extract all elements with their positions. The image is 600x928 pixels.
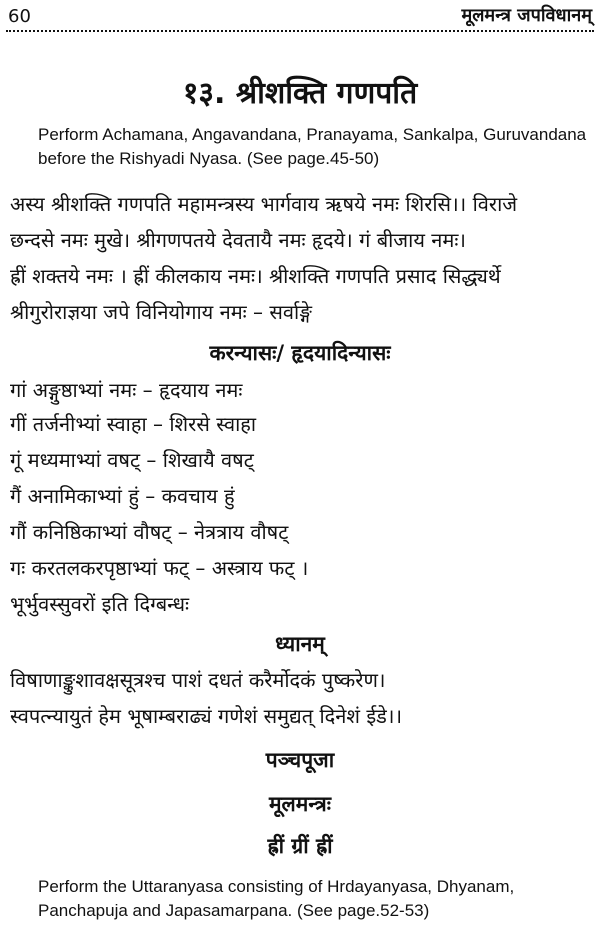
viniyoga-line-4: श्रीगुरोराज्ञया जपे विनियोगाय नमः – सर्वाङ्गे [10, 300, 312, 324]
intro-instruction-line-1: Perform Achamana, Angavandana, Pranayama, Sankalpa, Guruvandana [38, 125, 587, 144]
nyasa-line-6: गः करतलकरपृष्ठाभ्यां फट् – अस्त्राय फट् । [10, 556, 309, 580]
header-dotted-rule [6, 30, 594, 32]
viniyoga-line-2: छन्दसे नमः मुखे। श्रीगणपतये देवतायै नमः हृदये। गं बीजाय नमः। [10, 228, 466, 252]
digbandha-line: भूर्भुवस्सुवरों इति दिग्बन्धः [10, 592, 190, 616]
intro-instruction-line-2: before the Rishyadi Nyasa. (See page.45-50) [38, 149, 380, 168]
dhyanam-line-2: स्वपत्न्यायुतं हेम भूषाम्बराढ्यं गणेशं समुद्यत् दिनेशं ईडे।। [10, 704, 403, 728]
nyasa-line-2: गीं तर्जनीभ्यां स्वाहा – शिरसे स्वाहा [10, 412, 257, 436]
nyasa-line-3: गूं मध्यमाभ्यां वषट् – शिखायै वषट् [10, 448, 254, 472]
page-number: 60 [8, 6, 31, 27]
section-title: १३. श्रीशक्ति गणपति [182, 76, 418, 111]
dhyanam-line-1: विषाणाङ्कुशावक्षसूत्रश्च पाशं दधतं करैर्मोदकं पुष्करेण। [10, 668, 386, 692]
dhyanam-heading: ध्यानम् [275, 632, 325, 656]
closing-instruction-line-1: Perform the Uttaranyasa consisting of Hrdayanyasa, Dhyanam, [38, 877, 515, 896]
viniyoga-line-1: अस्य श्रीशक्ति गणपति महामन्त्रस्य भार्गवाय ऋषये नमः शिरसि।। विराजे [10, 192, 518, 216]
nyasa-line-4: गैं अनामिकाभ्यां हुं – कवचाय हुं [10, 484, 235, 508]
closing-instruction-line-2: Panchapuja and Japasamarpana. (See page.52-53) [38, 901, 430, 920]
running-title: मूलमन्त्र जपविधानम् [461, 5, 592, 26]
moolamantra-heading: मूलमन्त्रः [268, 792, 331, 816]
nyasa-line-1: गां अङ्गुष्ठाभ्यां नमः – हृदयाय नमः [10, 378, 243, 402]
panchapuja-heading: पञ्चपूजा [265, 748, 335, 772]
moolamantra-text: ह्रीं ग्रीं ह्रीं [267, 834, 333, 858]
viniyoga-line-3: ह्रीं शक्तये नमः । ह्रीं कीलकाय नमः। श्रीशक्ति गणपति प्रसाद सिद्ध्यर्थे [10, 264, 501, 288]
nyasa-heading: करन्यासः/ हृदयादिन्यासः [209, 341, 391, 365]
nyasa-line-5: गौं कनिष्ठिकाभ्यां वौषट् – नेत्रत्राय वौषट् [10, 520, 289, 544]
